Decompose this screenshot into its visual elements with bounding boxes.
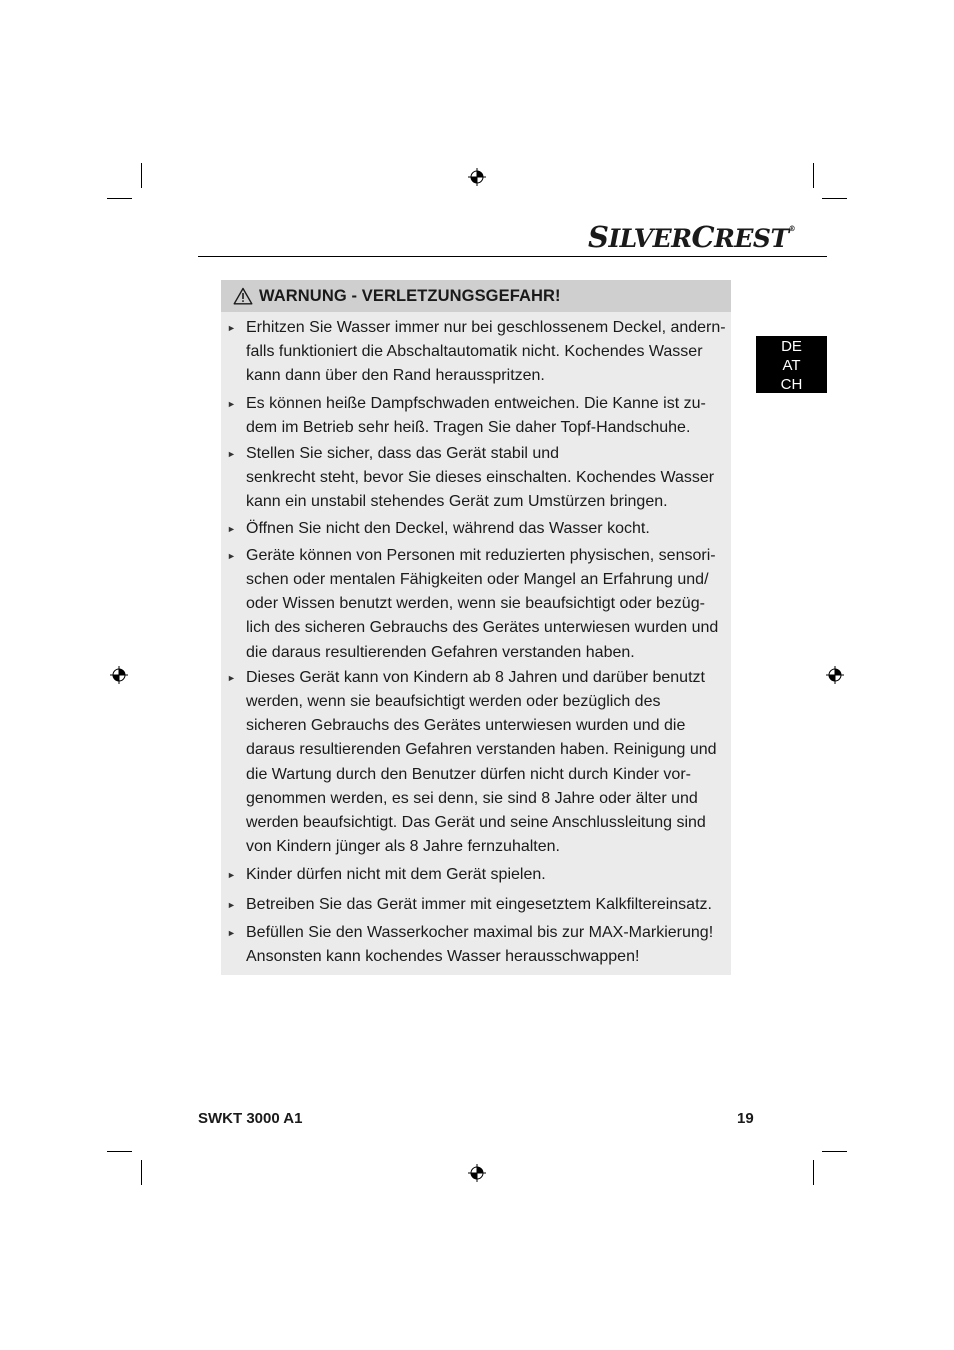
line: dem im Betrieb sehr heiß. Tragen Sie daher Topf-Handschuhe. (246, 418, 691, 436)
registration-mark-icon (826, 666, 844, 684)
crop-mark (813, 1160, 814, 1185)
crop-mark (822, 1151, 847, 1152)
line: Ansonsten kann kochendes Wasser herausschwappen! (246, 948, 640, 966)
crop-mark (141, 163, 142, 188)
language-tab (756, 336, 827, 393)
line: Dieses Gerät kann von Kindern ab 8 Jahren und darüber benutzt (246, 668, 705, 686)
line: Betreiben Sie das Gerät immer mit eingesetztem Kalkfiltereinsatz. (246, 895, 712, 913)
crop-mark (813, 163, 814, 188)
line: sicheren Gebrauchs des Gerätes unterwiesen wurden und die (246, 717, 686, 735)
line: von Kindern jünger als 8 Jahre fernzuhalten. (246, 838, 560, 856)
header-rule (198, 256, 827, 257)
line: die Wartung durch den Benutzer dürfen nicht durch Kinder vor- (246, 765, 691, 783)
line: genommen werden, es sei denn, sie sind 8 Jahre oder älter und (246, 789, 698, 807)
language-code: AT (782, 357, 801, 374)
footer-model: SWKT 3000 A1 (198, 1110, 303, 1127)
crop-mark (822, 198, 847, 199)
list-item (221, 893, 731, 917)
line: Öffnen Sie nicht den Deckel, während das Wasser kocht. (246, 519, 650, 537)
line: die daraus resultierenden Gefahren verstanden haben. (246, 643, 635, 661)
line: kann ein unstabil stehendes Gerät zum Umstürzen bringen. (246, 493, 668, 511)
warning-title: WARNUNG - VERLETZUNGSGEFAHR! (259, 286, 561, 305)
bullet-arrow-icon: ► (227, 323, 236, 333)
list-item (221, 666, 731, 860)
page-number: 19 (737, 1110, 754, 1127)
line: kann dann über den Rand herausspritzen. (246, 367, 545, 385)
warning-box (221, 280, 731, 975)
bullet-arrow-icon: ► (227, 398, 236, 409)
registration-mark-icon (110, 666, 128, 684)
registration-mark-icon (468, 1164, 486, 1182)
warning-list (221, 316, 731, 971)
registration-mark-icon (468, 168, 486, 186)
bullet-arrow-icon: ► (227, 550, 236, 561)
list-item (221, 544, 731, 665)
line: Erhitzen Sie Wasser immer nur bei geschlossenem Deckel, andern- (246, 319, 726, 336)
bullet-arrow-icon: ► (227, 870, 236, 881)
list-item (221, 517, 731, 541)
bullet-arrow-icon: ► (227, 899, 236, 910)
line: falls funktioniert die Abschaltautomatik nicht. Kochendes Wasser (246, 343, 703, 361)
line: Kinder dürfen nicht mit dem Gerät spielen. (246, 866, 546, 884)
line: schen oder mentalen Fähigkeiten oder Mangel an Erfahrung und/ (246, 571, 709, 589)
bullet-arrow-icon: ► (227, 449, 236, 460)
line: werden, wenn sie beaufsichtigt werden oder bezüglich des (246, 693, 661, 711)
line: Geräte können von Personen mit reduzierten physischen, sensori- (246, 546, 716, 564)
list-item (221, 921, 731, 969)
warning-triangle-icon (233, 287, 253, 305)
crop-mark (107, 1151, 132, 1152)
list-item (221, 392, 731, 440)
line: oder Wissen benutzt werden, wenn sie beaufsichtigt oder bezüg- (246, 595, 705, 613)
list-item (221, 863, 731, 887)
bullet-arrow-icon: ► (227, 523, 236, 534)
line: werden beaufsichtigt. Das Gerät und seine Anschlussleitung sind (246, 814, 706, 832)
line: Es können heiße Dampfschwaden entweichen. Die Kanne ist zu- (246, 394, 706, 412)
line: Stellen Sie sicher, dass das Gerät stabil und (246, 445, 560, 463)
bullet-arrow-icon: ► (227, 927, 236, 938)
brand-logo: SILVERCREST® (588, 220, 796, 254)
list-item (221, 316, 731, 389)
language-code: DE (781, 338, 802, 355)
line: daraus resultierenden Gefahren verstanden haben. Reinigung und (246, 741, 717, 759)
crop-mark (107, 198, 132, 199)
line: Befüllen Sie den Wasserkocher maximal bis zur MAX-Markierung! (246, 923, 714, 941)
line: senkrecht steht, bevor Sie dieses einschalten. Kochendes Wasser (246, 469, 715, 487)
bullet-arrow-icon: ► (227, 672, 236, 683)
language-code: CH (780, 376, 803, 393)
list-item (221, 442, 731, 515)
line: lich des sicheren Gebrauchs des Gerätes unterwiesen wurden und (246, 619, 719, 637)
crop-mark (141, 1160, 142, 1185)
warning-header (221, 280, 731, 312)
